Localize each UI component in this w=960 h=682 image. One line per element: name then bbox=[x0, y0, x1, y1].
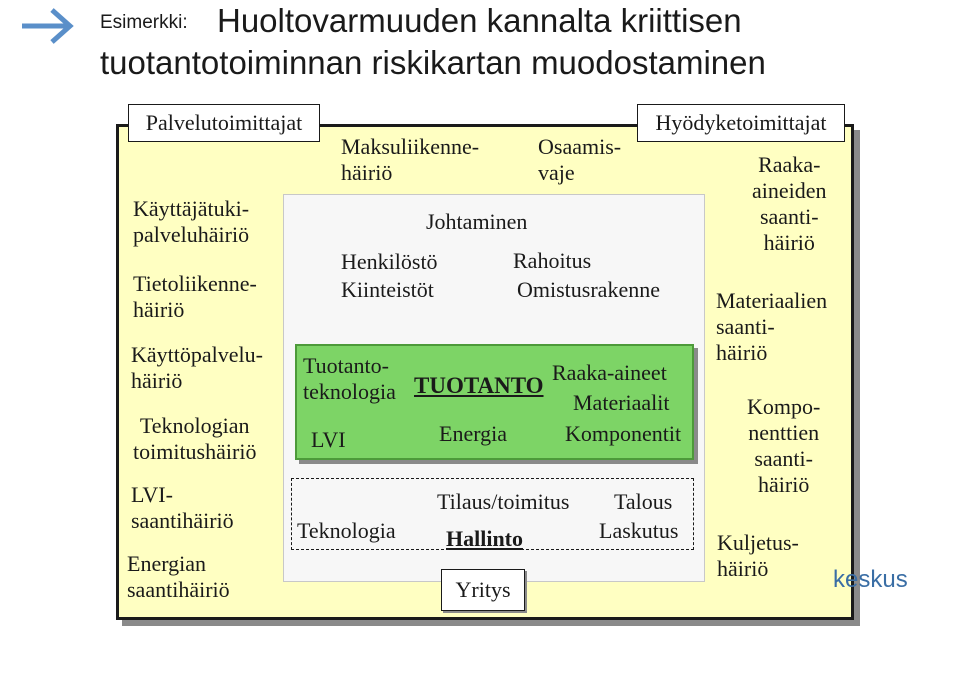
management-label: Johtaminen bbox=[426, 209, 528, 234]
left-item-energy-supply: Energian saantihäiriö bbox=[127, 551, 230, 602]
financing-label: Rahoitus bbox=[513, 248, 592, 273]
page-title-line1: Huoltovarmuuden kannalta kriittisen bbox=[217, 2, 742, 39]
left-item-technology-delivery: Teknologian toimitushäiriö bbox=[133, 413, 257, 464]
skills-gap-label: Osaamis- vaje bbox=[538, 134, 622, 185]
right-item-material-supply: Materiaalien saanti- häiriö bbox=[716, 288, 828, 365]
payment-disruption-label: Maksuliikenne- häiriö bbox=[341, 134, 480, 185]
arrow-right-icon bbox=[18, 6, 76, 46]
finance-label: Talous bbox=[614, 489, 673, 514]
technology-label: Teknologia bbox=[297, 518, 396, 543]
ownership-label: Omistusrakenne bbox=[517, 277, 660, 302]
materials-label: Materiaalit bbox=[573, 390, 670, 415]
raw-materials-label: Raaka-aineet bbox=[552, 360, 667, 385]
utility-suppliers-label: Hyödyketoimittajat bbox=[637, 104, 845, 142]
left-item-user-support: Käyttäjätuki- palveluhäiriö bbox=[133, 196, 250, 247]
left-item-telecom: Tietoliikenne- häiriö bbox=[133, 271, 257, 322]
production-technology-label: Tuotanto- teknologia bbox=[303, 353, 396, 404]
energy-label: Energia bbox=[439, 421, 508, 446]
service-suppliers-label: Palvelutoimittajat bbox=[128, 104, 320, 142]
invoicing-label: Laskutus bbox=[599, 518, 679, 543]
right-item-component-supply: Kompo- nenttien saanti- häiriö bbox=[747, 394, 821, 497]
left-item-operations: Käyttöpalvelu- häiriö bbox=[131, 342, 263, 393]
right-item-raw-material-supply: Raaka- aineiden saanti- häiriö bbox=[752, 152, 827, 255]
real-estate-label: Kiinteistöt bbox=[341, 277, 434, 302]
page-title-line2: tuotantotoiminnan riskikartan muodostaminen bbox=[100, 44, 766, 81]
right-item-transport: Kuljetus- häiriö bbox=[717, 530, 799, 581]
title-prefix: Esimerkki: bbox=[100, 12, 188, 33]
production-title: TUOTANTO bbox=[414, 373, 544, 398]
components-label: Komponentit bbox=[565, 421, 682, 446]
company-box: Yritys bbox=[441, 569, 525, 611]
hvac-label: LVI bbox=[311, 427, 346, 452]
administration-label: Hallinto bbox=[446, 526, 524, 551]
personnel-label: Henkilöstö bbox=[341, 249, 438, 274]
orders-label: Tilaus/toimitus bbox=[437, 489, 570, 514]
left-item-hvac-supply: LVI- saantihäiriö bbox=[131, 482, 234, 533]
watermark-text: keskus bbox=[833, 566, 908, 593]
